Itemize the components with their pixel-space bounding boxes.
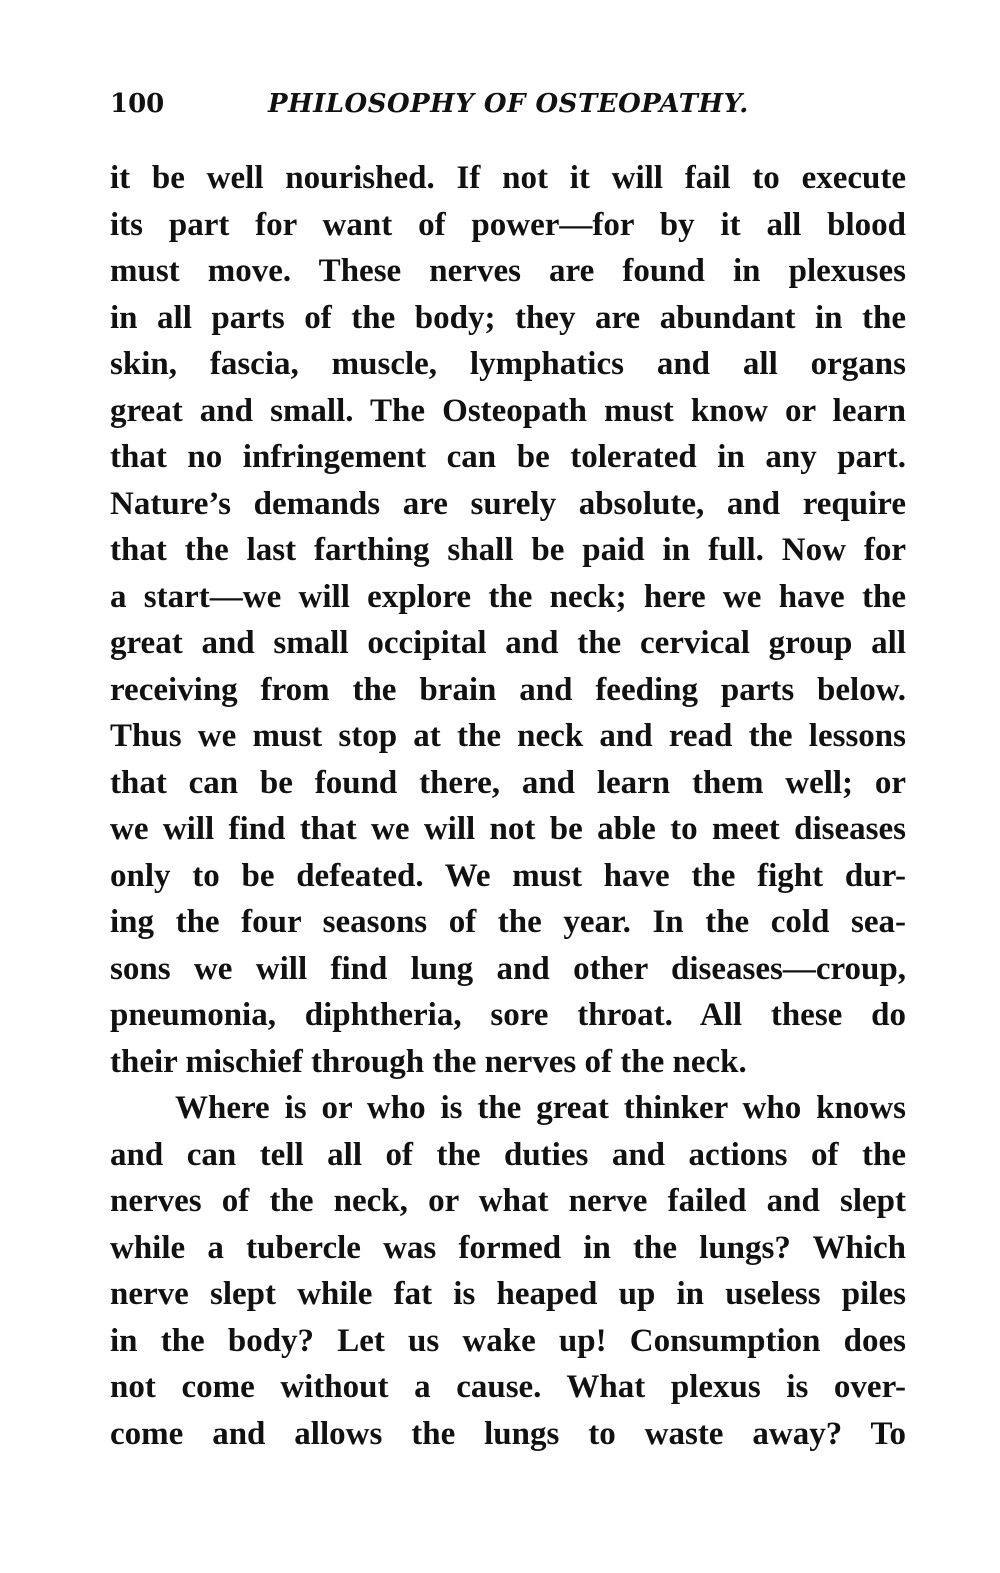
paragraph-start-line: Where is or who is the great thinker who knows xyxy=(175,1090,906,1126)
text-line: it be well nourished. If not it will fail to execute xyxy=(110,160,906,196)
text-line: nerve slept while fat is heaped up in useless piles xyxy=(110,1276,906,1312)
text-line: and can tell all of the duties and actions of the xyxy=(110,1136,906,1173)
text-line: Thus we must stop at the neck and read the lessons xyxy=(110,718,906,754)
running-head xyxy=(110,84,770,124)
text-line: come and allows the lungs to waste away? To xyxy=(110,1415,906,1452)
body-text xyxy=(110,155,906,1457)
text-line: not come without a cause. What plexus is over- xyxy=(110,1369,906,1405)
text-line: great and small. The Osteopath must know or learn xyxy=(110,392,906,429)
text-line: in all parts of the body; they are abundant in the xyxy=(110,299,906,336)
text-line: nerves of the neck, or what nerve failed and slept xyxy=(110,1183,906,1219)
text-line: pneumonia, diphtheria, sore throat. All these do xyxy=(110,997,906,1033)
text-line: ing the four seasons of the year. In the cold sea- xyxy=(110,904,906,940)
text-line: only to be defeated. We must have the fight dur- xyxy=(110,857,906,894)
text-line: their mischief through the nerves of the neck. xyxy=(110,1043,747,1080)
text-line: skin, fascia, muscle, lymphatics and all organs xyxy=(110,346,906,382)
text-line: while a tubercle was formed in the lungs? Which xyxy=(110,1229,906,1266)
text-line: that no infringement can be tolerated in any part. xyxy=(110,439,906,475)
text-line: sons we will find lung and other diseases—croup, xyxy=(110,950,906,987)
text-line: we will find that we will not be able to meet diseases xyxy=(110,811,906,847)
text-line: Nature’s demands are surely absolute, and require xyxy=(110,485,906,522)
text-line: its part for want of power—for by it all blood xyxy=(110,206,906,243)
text-line: must move. These nerves are found in plexuses xyxy=(110,253,906,289)
text-line: receiving from the brain and feeding parts below. xyxy=(110,671,906,708)
running-title: PHILOSOPHY OF OSTEOPATHY. xyxy=(268,89,749,119)
text-line: a start—we will explore the neck; here we have the xyxy=(110,578,906,615)
page-number: 100 xyxy=(110,89,165,119)
text-line: great and small occipital and the cervical group all xyxy=(110,625,906,661)
text-line: that the last farthing shall be paid in full. Now for xyxy=(110,532,906,568)
text-line: in the body? Let us wake up! Consumption does xyxy=(110,1322,906,1359)
text-line: that can be found there, and learn them well; or xyxy=(110,764,906,801)
